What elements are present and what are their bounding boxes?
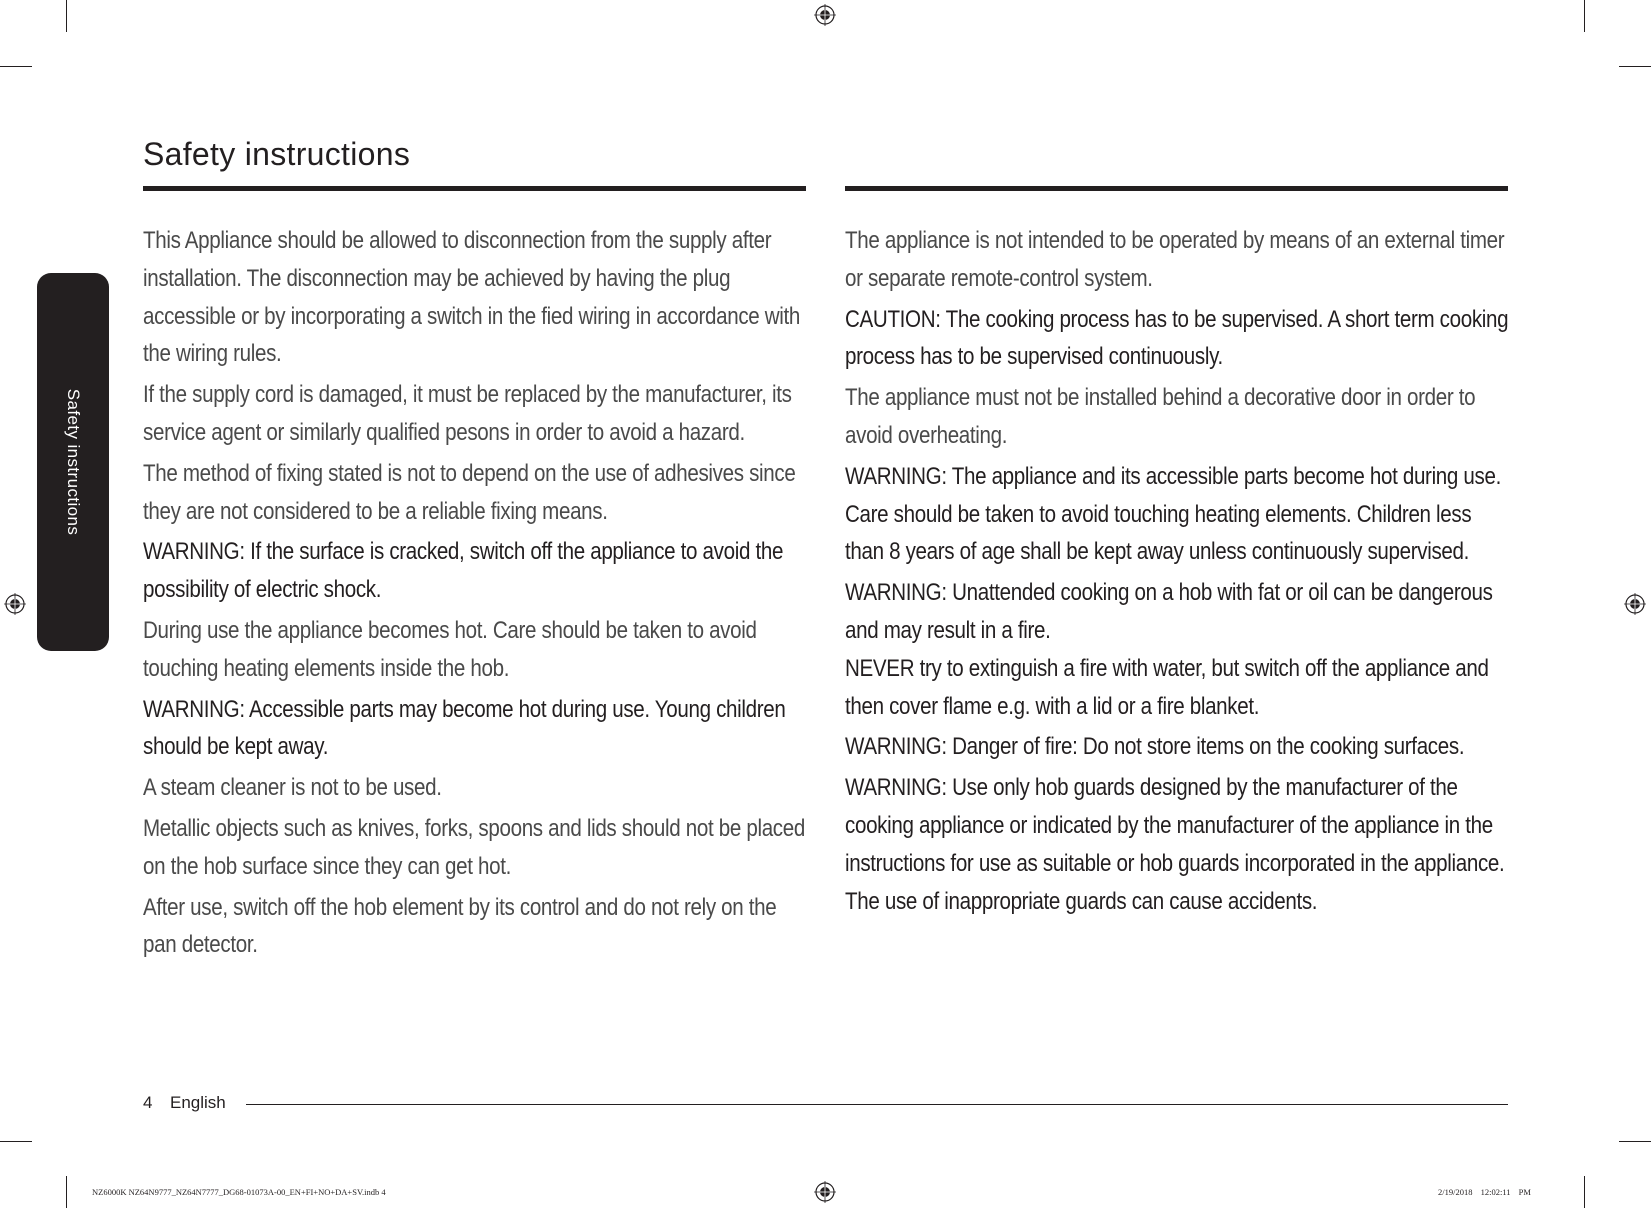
footer-language: English: [170, 1093, 226, 1112]
registration-mark-right-icon: [1624, 593, 1646, 615]
registration-mark-top-icon: [814, 4, 836, 26]
crop-mark-br-v: [1584, 1176, 1585, 1208]
caution-paragraph: CAUTION: The cooking process has to be supervised. A short term cooking process has to be supervised continuously.: [845, 305, 1509, 371]
page-number: 4: [143, 1093, 153, 1112]
print-slug-file: NZ6000K NZ64N9777_NZ64N7777_DG68-01073A-00_EN+FI+NO+DA+SV.indb 4: [92, 1187, 386, 1197]
paragraph: If the supply cord is damaged, it must be replaced by the manufacturer, its service agent or similarly qualified pesons in order to avoid a hazard.: [143, 381, 792, 446]
registration-mark-left-icon: [4, 593, 26, 615]
crop-mark-bl-h: [0, 1141, 32, 1142]
right-column-body: [845, 222, 1510, 920]
paragraph: This Appliance should be allowed to disconnection from the supply after installation. The disconnection may be achieved by having the plug accessible or by incorporating a switch in the fied wiring in accordance with the wiring rules.: [143, 227, 801, 368]
paragraph: The appliance is not intended to be operated by means of an external timer or separate remote-control system.: [845, 227, 1505, 292]
crop-mark-tr-h: [1619, 66, 1651, 67]
warning-paragraph: WARNING: If the surface is cracked, switch off the appliance to avoid the possibility of electric shock.: [143, 538, 784, 604]
crop-mark-tl-h: [0, 66, 32, 67]
crop-mark-tl-v: [66, 0, 67, 32]
side-section-tab: [37, 273, 109, 651]
left-column: [143, 222, 805, 967]
page-title: Safety instructions: [143, 136, 411, 172]
header-rule-left: [143, 186, 806, 191]
registration-mark-bottom-icon: [814, 1181, 836, 1203]
warning-paragraph: WARNING: Accessible parts may become hot during use. Young children should be kept away.: [143, 695, 786, 761]
paragraph: Metallic objects such as knives, forks, spoons and lids should not be placed on the hob surface since they can get hot.: [143, 814, 805, 880]
warning-paragraph: WARNING: Danger of fire: Do not store items on the cooking surfaces.: [845, 733, 1465, 761]
paragraph: The appliance must not be installed behind a decorative door in order to avoid overheating.: [845, 384, 1476, 449]
crop-mark-br-h: [1619, 1141, 1651, 1142]
print-slug-date: 2/19/2018 12:02:11 PM: [1438, 1187, 1531, 1197]
warning-paragraph: NEVER try to extinguish a fire with water, but switch off the appliance and then cover flame e.g. with a lid or a fire blanket.: [845, 654, 1489, 720]
warning-paragraph: WARNING: Use only hob guards designed by the manufacturer of the cooking appliance or indicated by the manufacturer of the appliance in the instructions for use as suitable or hob guards incorporated in the appliance. The use of inappropriate guards can cause accidents.: [845, 774, 1505, 915]
header-rule-right: [845, 186, 1508, 191]
footer-rule: [246, 1104, 1508, 1105]
paragraph: After use, switch off the hob element by its control and do not rely on the pan detector.: [143, 893, 777, 959]
crop-mark-bl-v: [66, 1176, 67, 1208]
right-column: [845, 222, 1509, 923]
paragraph: During use the appliance becomes hot. Care should be taken to avoid touching heating elements inside the hob.: [143, 616, 757, 682]
side-section-tab-label: Safety instructions: [64, 388, 83, 536]
warning-paragraph: WARNING: Unattended cooking on a hob with fat or oil can be dangerous and may result in a fire.: [845, 579, 1493, 644]
paragraph: A steam cleaner is not to be used.: [143, 774, 442, 802]
warning-paragraph: WARNING: The appliance and its accessible parts become hot during use. Care should be taken to avoid touching heating elements. Children less than 8 years of age shall be kept away unless continuously supervised.: [845, 462, 1501, 566]
paragraph: The method of fixing stated is not to depend on the use of adhesives since they are not considered to be a reliable fixing means.: [143, 459, 796, 525]
crop-mark-tr-v: [1584, 0, 1585, 32]
left-column-body: [143, 222, 808, 964]
